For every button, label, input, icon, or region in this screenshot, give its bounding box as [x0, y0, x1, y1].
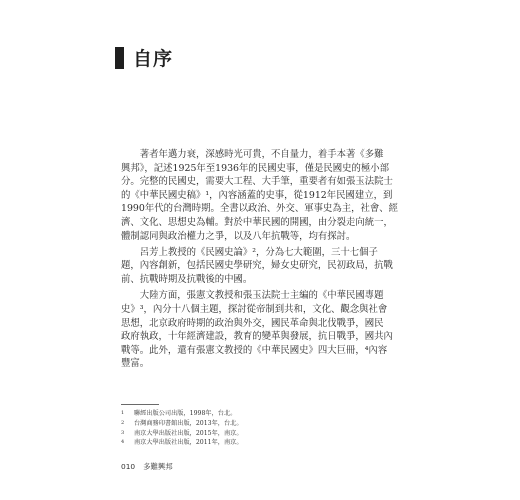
text-line: 體制認同與政治權力之爭，以及八年抗戰等，均有探討。: [121, 230, 356, 242]
text-line: 呂芳上教授的《民國史論》²，分為七大範圍，三十七個子: [121, 246, 378, 258]
body-text: [121, 148, 404, 374]
page-footer: [121, 461, 173, 472]
footnote-number: 1: [121, 410, 125, 416]
footnote-text: 南京大學出版社出版，2011年，南京。: [134, 439, 243, 447]
paragraph: [121, 246, 404, 287]
footnote-number: 3: [121, 429, 125, 436]
paragraph: [121, 289, 404, 371]
footnote-text: 台灣商務印書館出版，2013年，台北。: [134, 419, 243, 427]
footnote-number: 4: [121, 439, 125, 446]
text-line: 濟、文化、思想史為輔。對於中華民國的開國，由分裂走向統一，: [121, 216, 393, 228]
footnote: [121, 429, 401, 439]
text-line: 大陸方面，張憲文教授和張玉法院士主編的《中華民國專題: [121, 290, 384, 302]
text-line: 思想，北京政府時期的政治與外交，國民革命與北伐戰爭，國民: [121, 317, 384, 329]
text-line: 政府執政，十年經濟建設，教育的變革與發展，抗日戰爭，國共內: [121, 331, 393, 343]
footnote-text: 南京大學出版社出版，2015年，南京。: [134, 429, 243, 437]
text-line: 前、抗戰時期及抗戰後的中國。: [121, 274, 253, 286]
text-line: 分。完整的民國史，需要大工程、大手筆，重要者有如張玉法院士: [121, 176, 393, 188]
text-line: 1990年代的台灣時期。全書以政治、外交、軍事史為主，社會、經: [121, 203, 398, 215]
running-title: 多難興邦: [143, 462, 173, 471]
chapter-heading: [115, 44, 173, 71]
chapter-title: 自序: [133, 48, 174, 70]
text-line: 題，內容創新，包括民國史學研究，婦女史研究，民初政局，抗戰: [121, 260, 393, 272]
text-line: 著者年邁力衰，深感時光可貴，不自量力，着手本著《多難: [121, 149, 384, 160]
text-line: 史》³，內分十八個主題，探討從帝制到共和，文化、觀念與社會: [121, 303, 388, 315]
footnote-number: 2: [121, 419, 125, 426]
text-line: 興邦》，記述1925年至1936年的民國史事，僅是民國史的極小部: [121, 162, 390, 174]
footnote: [121, 419, 401, 429]
text-line: 的《中華民國史稿》¹，內容涵蓋的史事，從1912年民國建立，到: [121, 189, 393, 201]
paragraph: [121, 148, 404, 243]
footnote-text: 聯經出版公司出版，1998年，台北。: [134, 410, 237, 417]
footnote-divider: [121, 404, 159, 405]
text-line: 豐富。: [121, 358, 150, 370]
page-number: 010: [121, 462, 136, 471]
text-line: 戰等。此外，還有張憲文教授的《中華民國史》四大巨冊，⁴內容: [121, 344, 388, 356]
footnote: [121, 438, 401, 448]
heading-marker-bar: [115, 47, 124, 69]
footnote: [121, 409, 401, 419]
footnotes: [121, 409, 401, 448]
